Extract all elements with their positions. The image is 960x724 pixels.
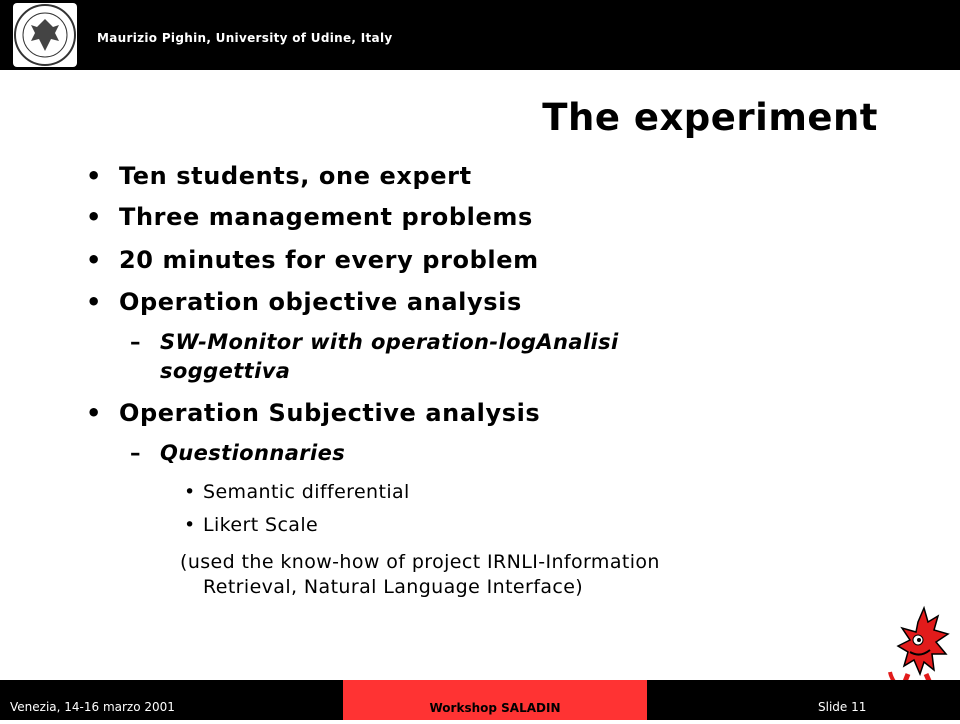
bullet-text: Ten students, one expert [119,162,472,190]
bullet-dot-icon: • [86,399,102,427]
author-affiliation: Maurizio Pighin, University of Udine, Italy [97,31,393,45]
sub-bullet-text: Questionnaries [160,441,346,465]
dash-marker: – [130,441,141,465]
note-line: (used the know-how of project IRNLI-Information [180,551,660,573]
bullet-text: 20 minutes for every problem [119,246,539,274]
header-bar [0,0,960,70]
sub-sub-bullet-text: Likert Scale [203,514,319,536]
bullet-text: Operation Subjective analysis [119,399,541,427]
slide-number: Slide 11 [818,700,867,714]
bullet-dot-icon: • [86,203,102,231]
workshop-name: Workshop SALADIN [429,701,561,715]
bullet-dot-icon: • [86,288,102,316]
sub-bullet-text [160,328,800,386]
footer-bar [0,680,960,720]
university-seal-icon [13,3,77,67]
footer-center-panel [343,680,647,720]
sub-bullet-line: SW-Monitor with operation-logAnalisi [160,330,619,354]
sub-bullet-line: soggettiva [160,359,291,383]
note-line: Retrieval, Natural Language Interface) [203,576,584,598]
bullet-dot-icon: • [184,514,196,536]
bullet-dot-icon: • [184,481,196,503]
dash-marker: – [130,330,141,354]
bullet-dot-icon: • [86,162,102,190]
slide-title: The experiment [542,96,878,139]
bullet-text: Operation objective analysis [119,288,522,316]
note-text [180,550,800,600]
sub-sub-bullet-text: Semantic differential [203,481,410,503]
bullet-text: Three management problems [119,203,533,231]
venue-date: Venezia, 14-16 marzo 2001 [10,700,175,714]
bullet-dot-icon: • [86,246,102,274]
